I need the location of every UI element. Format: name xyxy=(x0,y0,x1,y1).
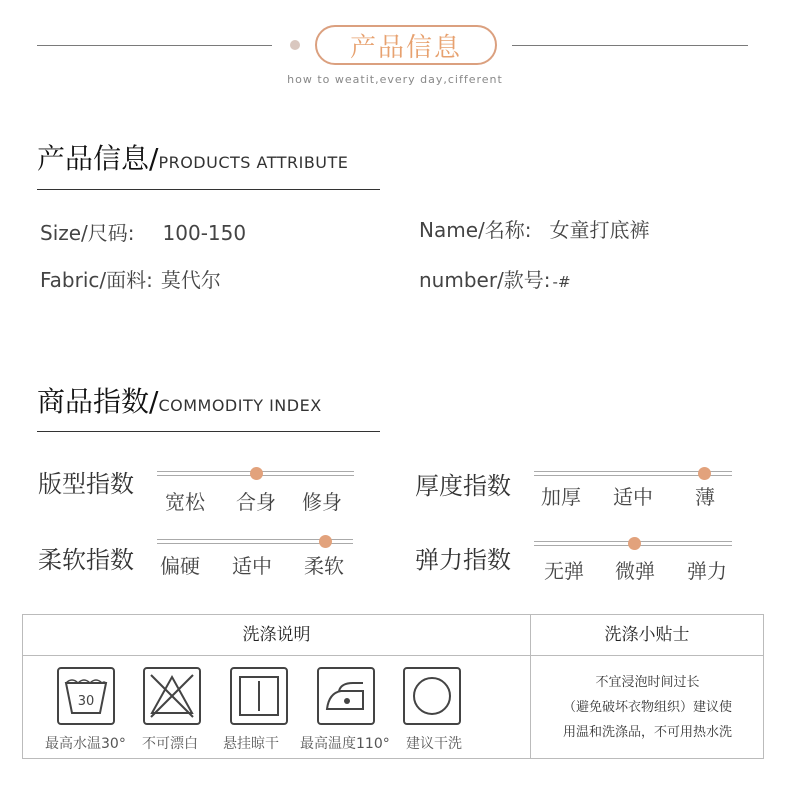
wash-tub-temperature: 30 xyxy=(77,694,95,709)
wash-tip: （避免破坏衣物组织）建议使 xyxy=(562,700,732,715)
index-option: 柔软 xyxy=(304,554,344,578)
wash-tip: 用温和洗涤品，不可用热水洗 xyxy=(562,725,732,740)
iron-icon xyxy=(317,667,375,725)
hang-dry-icon xyxy=(230,667,288,725)
attr-size-label: Size/尺码: xyxy=(40,221,135,245)
header-subtitle: how to weatit,every day,cifferent xyxy=(287,73,503,86)
header-dot xyxy=(290,40,300,50)
index-option: 适中 xyxy=(232,554,272,578)
index-label-elasticity: 弹力指数 xyxy=(415,546,511,574)
index-label-thickness: 厚度指数 xyxy=(415,472,511,500)
index-option: 微弹 xyxy=(615,559,655,583)
attr-size xyxy=(40,217,246,246)
header-title-pill xyxy=(315,25,497,65)
index-option: 无弹 xyxy=(544,559,584,583)
wash-label: 最高温度110° xyxy=(300,736,390,752)
attr-number-value: -# xyxy=(552,273,571,291)
wash-30-icon xyxy=(57,667,115,725)
wash-tip: 不宜浸泡时间过长 xyxy=(595,675,700,690)
index-knob-thickness xyxy=(698,467,711,480)
dry-clean-icon xyxy=(403,667,461,725)
attr-name xyxy=(419,214,649,243)
header-title: 产品信息 xyxy=(349,32,462,63)
wash-instructions-header: 洗涤说明 xyxy=(242,625,311,645)
no-bleach-icon xyxy=(143,667,201,725)
index-option: 合身 xyxy=(236,490,276,514)
wash-label: 不可漂白 xyxy=(142,736,198,752)
attr-name-label: Name/名称: xyxy=(419,218,532,242)
index-knob-softness xyxy=(319,535,332,548)
header-left-rule xyxy=(37,45,272,46)
attr-number-label: number/款号: xyxy=(419,268,551,292)
wash-label: 悬挂晾干 xyxy=(223,736,279,752)
product-title-en: PRODUCTS ATTRIBUTE xyxy=(158,153,349,172)
index-knob-fit xyxy=(250,467,263,480)
product-section-title xyxy=(37,137,348,177)
wash-label: 最高水温30° xyxy=(45,736,126,752)
wash-label: 建议干洗 xyxy=(406,736,462,752)
wash-tips-header: 洗涤小贴士 xyxy=(604,625,690,645)
product-title-cn: 产品信息/ xyxy=(37,142,159,175)
index-section-title xyxy=(37,380,322,420)
index-label-fit: 版型指数 xyxy=(38,470,134,498)
attr-number xyxy=(419,264,571,293)
index-option: 偏硬 xyxy=(160,554,200,578)
index-option: 薄 xyxy=(695,485,715,509)
index-option: 适中 xyxy=(613,485,653,509)
attr-size-value: 100-150 xyxy=(162,221,247,245)
attr-fabric-value: 莫代尔 xyxy=(160,268,221,292)
index-option: 弹力 xyxy=(687,559,727,583)
index-option: 修身 xyxy=(302,490,342,514)
wash-table xyxy=(22,614,764,759)
index-option: 宽松 xyxy=(165,490,205,514)
attr-fabric xyxy=(40,264,221,293)
index-label-softness: 柔软指数 xyxy=(38,546,134,574)
product-section-rule xyxy=(37,189,380,190)
header-right-rule xyxy=(512,45,748,46)
index-knob-elasticity xyxy=(628,537,641,550)
index-title-en: COMMODITY INDEX xyxy=(158,396,322,415)
index-title-cn: 商品指数/ xyxy=(37,385,159,418)
index-section-rule xyxy=(37,431,380,432)
index-option: 加厚 xyxy=(541,485,581,509)
attr-name-value: 女童打底裤 xyxy=(549,218,650,242)
attr-fabric-label: Fabric/面料: xyxy=(40,268,153,292)
